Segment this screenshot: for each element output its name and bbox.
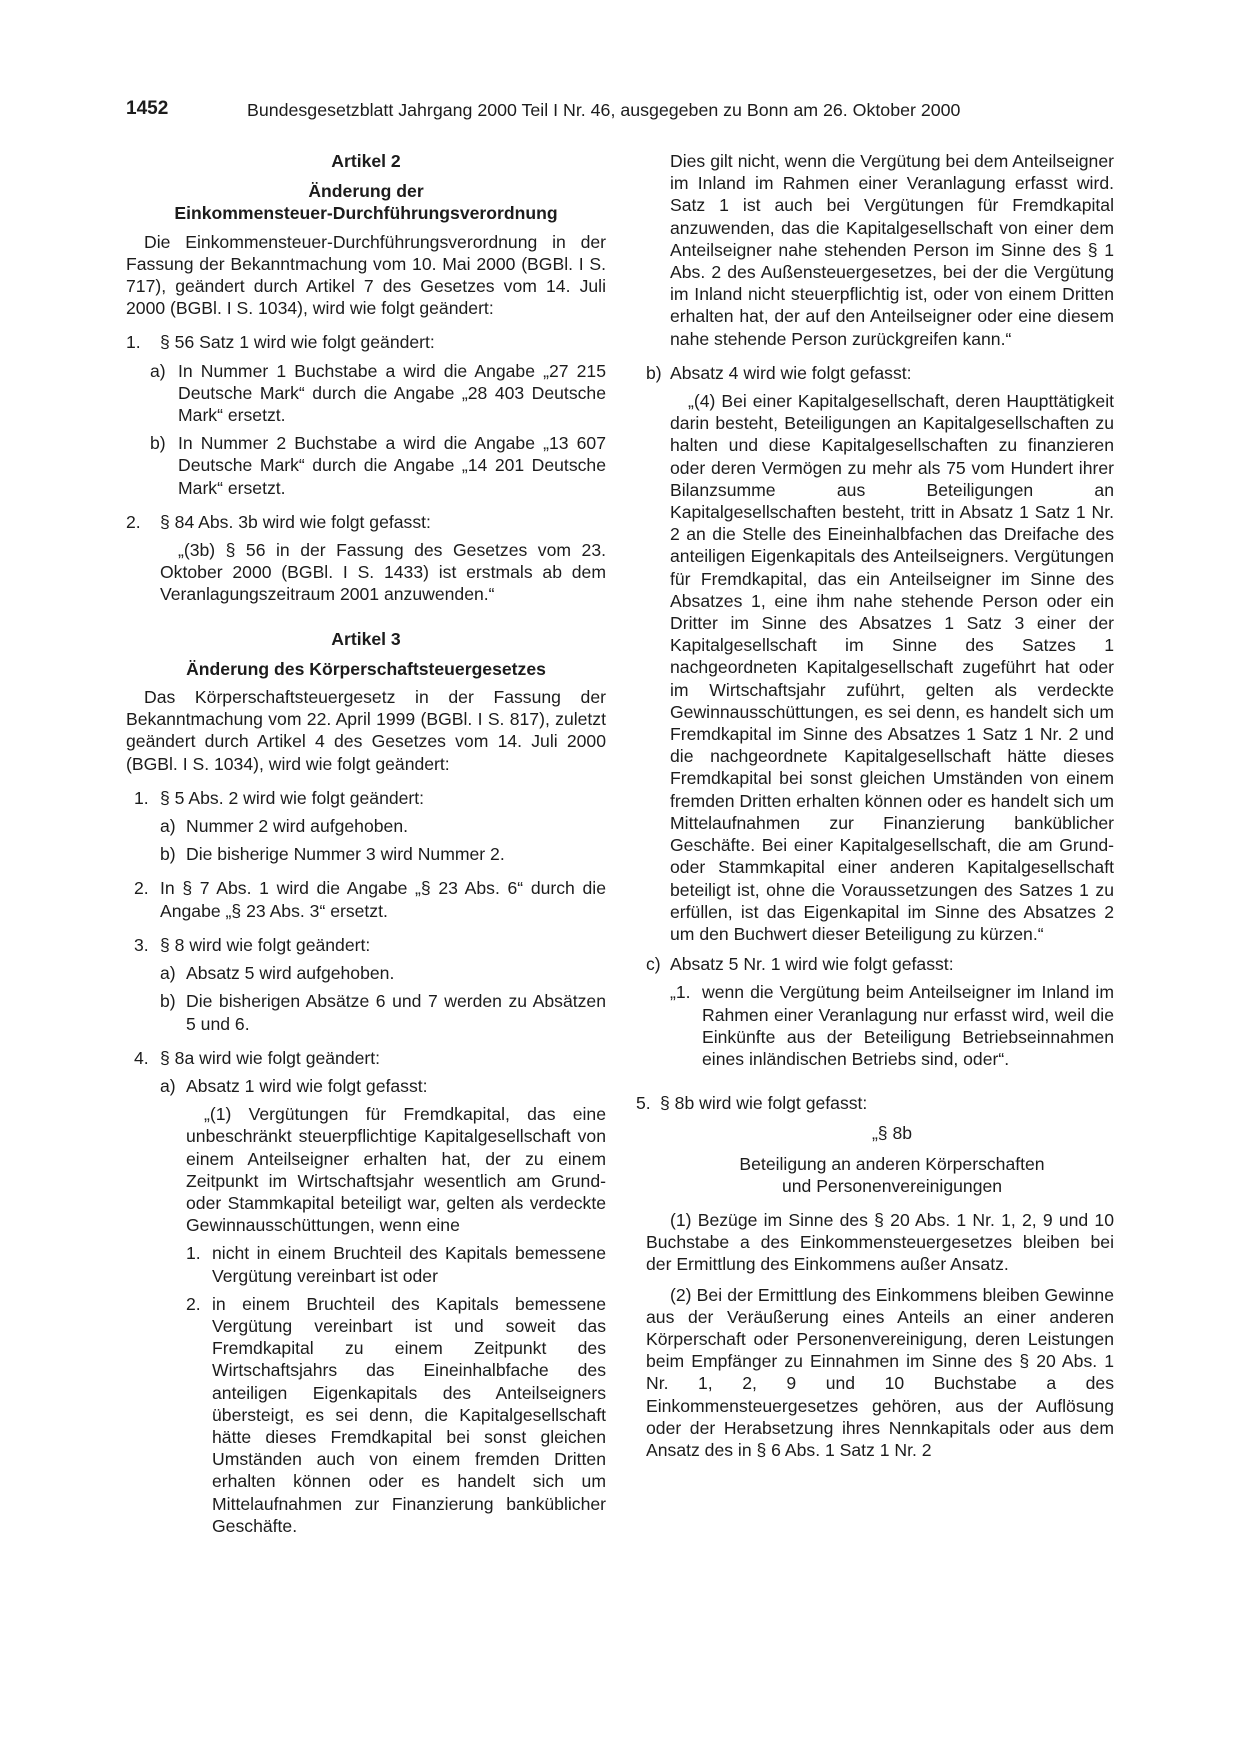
item-letter: c) (646, 954, 661, 975)
gazette-header: Bundesgesetzblatt Jahrgang 2000 Teil I Nr. 46, ausgegeben zu Bonn am 26. Oktober 2000 (247, 100, 961, 120)
left-column (126, 150, 606, 1537)
item-letter: b) (160, 991, 176, 1012)
item-text: Absatz 5 Nr. 1 wird wie folgt gefasst: (670, 954, 954, 975)
list-item (126, 360, 606, 427)
list-item (126, 843, 606, 865)
item-text: Nummer 2 wird aufgehoben. (186, 816, 408, 837)
list-item (646, 981, 1114, 1070)
list-item (126, 432, 606, 499)
article-2-heading-line1: Änderung der (308, 181, 424, 202)
paragraph-2: (2) Bei der Ermittlung des Einkommens bleiben Gewinne aus der Veräußerung eines Anteils an einer anderen Körperschaft oder Personenvereinigung, deren Leistungen beim Empfänger zu Einnahmen im Sinne des § 20 Abs. 1 Nr. 1, 2, 9 und 10 Buchstabe a des Einkommensteuergesetzes gehören, aus der Auflösung oder der Herabsetzung ihres Nennkapitals oder aus dem Ansatz des in § 6 Abs. 1 Satz 1 Nr. 2 (646, 1284, 1114, 1460)
list-item (636, 1092, 1114, 1114)
list-item (126, 815, 606, 837)
list-item (126, 1047, 606, 1069)
item-text: In § 7 Abs. 1 wird die Angabe „§ 23 Abs. 6“ durch die Angabe „§ 23 Abs. 3“ ersetzt. (160, 878, 606, 921)
list-item (126, 1242, 606, 1286)
item-number: 3. (134, 934, 149, 955)
page-number: 1452 (126, 98, 169, 119)
list-item (126, 1075, 606, 1097)
article-2-title: Artikel 2 (331, 151, 401, 171)
right-column (636, 150, 1115, 1461)
quoted-provision: „(3b) § 56 in der Fassung des Gesetzes vom 23. Oktober 2000 (BGBl. I S. 1433) ist erstmals ab dem Veranlagungszeitraum 2001 anzuwenden.“ (160, 540, 606, 605)
item-text: In Nummer 1 Buchstabe a wird die Angabe „27 215 Deutsche Mark“ durch die Angabe „28 403 Deutsche Mark“ ersetzt. (178, 360, 606, 426)
item-text: Absatz 4 wird wie folgt gefasst: (670, 362, 912, 383)
item-text: § 84 Abs. 3b wird wie folgt gefasst: (160, 511, 431, 532)
item-number: 1. (134, 787, 149, 808)
article-2-heading-line2: Einkommensteuer-Durchführungsverordnung (174, 203, 558, 224)
section-8b-heading-line1: Beteiligung an anderen Körperschaften (739, 1153, 1045, 1174)
list-item (126, 934, 606, 956)
item-letter: b) (646, 362, 662, 383)
list-item (646, 362, 1114, 384)
item-text: § 56 Satz 1 wird wie folgt geändert: (160, 332, 435, 353)
item-number: 5. (636, 1093, 651, 1114)
item-letter: a) (160, 1075, 176, 1096)
list-item (126, 990, 606, 1034)
item-number: „1. (670, 982, 691, 1003)
article-2-intro: Die Einkommensteuer-Durchführungsverordnung in der Fassung der Bekanntmachung vom 10. Mai 2000 (BGBl. I S. 717), geändert durch Artikel 7 des Gesetzes vom 14. Juli 2000 (BGBl. I S. 1034), wird wie folgt geändert: (126, 231, 606, 319)
item-text: § 8 wird wie folgt geändert: (160, 934, 371, 955)
list-item (126, 331, 606, 353)
continued-provision: Dies gilt nicht, wenn die Vergütung bei dem Anteilseigner im Inland im Rahmen einer Veranlagung erfasst wird. Satz 1 ist auch bei Vergütungen für Fremdkapital anzuwenden, das die Kapitalgesellschaft von einer dem Anteilseigner nahe stehenden Person im Sinne des § 1 Abs. 2 des Außensteuergesetzes, bei der die Vergütung im Inland nicht steuerpflichtig ist, oder von einem Dritten erhalten hat, der auf den Anteilseigner oder eine diesem nahe stehende Person zurückgreifen kann.“ (670, 151, 1114, 349)
item-text: Die bisherigen Absätze 6 und 7 werden zu Absätzen 5 und 6. (186, 991, 606, 1034)
paragraph-1: (1) Bezüge im Sinne des § 20 Abs. 1 Nr. 1, 2, 9 und 10 Buchstabe a des Einkommensteuergesetzes bleiben bei der Ermittlung des Einkommens außer Ansatz. (646, 1209, 1114, 1275)
item-letter: b) (150, 433, 166, 454)
item-number: 1. (126, 332, 141, 353)
article-3-intro: Das Körperschaftsteuergesetz in der Fassung der Bekanntmachung vom 22. April 1999 (BGBl. I S. 817), zuletzt geändert durch Artikel 4 des Gesetzes vom 14. Juli 2000 (BGBl. I S. 1034), wird wie folgt geändert: (126, 687, 606, 774)
section-8b-title: „§ 8b (871, 1123, 913, 1144)
item-letter: a) (160, 816, 176, 837)
list-item (126, 511, 606, 533)
item-text: wenn die Vergütung beim Anteilseigner im Inland im Rahmen einer Veranlagung nur erfasst wird, weil die Einkünfte aus der Beteiligung Betriebseinnahmen eines inländischen Betriebs sind, oder“. (702, 982, 1114, 1069)
item-number: 2. (186, 1293, 201, 1314)
item-number: 1. (186, 1243, 201, 1264)
article-3-title: Artikel 3 (331, 628, 401, 649)
item-text: Absatz 1 wird wie folgt gefasst: (186, 1075, 428, 1096)
section-8b-heading-line2: und Personenvereinigungen (781, 1175, 1003, 1196)
item-text: § 5 Abs. 2 wird wie folgt geändert: (160, 787, 425, 808)
item-text: in einem Bruchteil des Kapitals bemessene Vergütung vereinbart ist und soweit das Fremdkapital zu einem Zeitpunkt des Wirtschaftsjahrs das Eineinhalbfache des anteiligen Eigenkapitals des Anteilseigners übersteigt, es sei denn, die Kapitalgesellschaft hätte dieses Fremdkapital bei sonst gleichen Umständen auch von einem fremden Dritten erhalten können oder es handelt sich um Mittelaufnahmen zur Finanzierung banküblicher Geschäfte. (212, 1293, 606, 1536)
list-item (126, 962, 606, 984)
item-letter: a) (160, 963, 176, 984)
item-text: § 8a wird wie folgt geändert: (160, 1047, 381, 1068)
item-text: In Nummer 2 Buchstabe a wird die Angabe „13 607 Deutsche Mark“ durch die Angabe „14 201 Deutsche Mark“ ersetzt. (178, 433, 606, 498)
quoted-provision: „(4) Bei einer Kapitalgesellschaft, deren Haupttätigkeit darin besteht, Beteiligungen an Kapitalgesellschaften zu halten und diese Kapitalgesellschaften zu finanzieren oder deren Vermögen zu mehr als 75 vom Hundert ihrer Bilanzsumme aus Beteiligungen an Kapitalgesellschaften besteht, tritt in Absatz 1 Satz 1 Nr. 2 an die Stelle des Eineinhalbfachen das Dreifache des anteiligen Eigenkapitals des Anteilseigners. Vergütungen für Fremdkapital, das ein Anteilseigner im Sinne des Absatzes 1, eine ihm nahe stehende Person oder ein Dritter im Sinne des Absatzes 1 Satz 3 einer der Kapitalgesellschaft im Sinne des Satzes 1 nachgeordneten Kapitalgesellschaft zugeführt hat oder im Wirtschaftsjahr zuführt, gelten als verdeckte Gewinnausschüttungen, es sei denn, es handelt sich um Fremdkapital im Sinne des Absatzes 1 Satz 1 Nr. 2 und die nachgeordnete Kapitalgesellschaft hätte dieses Fremdkapital bei sonst gleichen Umständen von einem fremden Dritten erhalten können oder es handelt sich um Mittelaufnahmen zur Finanzierung banküblicher Geschäfte. Bei einer Kapitalgesellschaft, die am Grund- oder Stammkapital einer anderen Kapitalgesellschaft beteiligt ist, ohne die Voraussetzungen des Satzes 1 zu erfüllen, ist das Eigenkapital im Sinne des Absatzes 2 um den Buchwert dieser Beteiligung zu kürzen.“ (670, 391, 1115, 944)
item-letter: b) (160, 844, 176, 865)
quoted-provision: „(1) Vergütungen für Fremdkapital, das eine unbeschränkt steuerpflichtige Kapitalgesellschaft von einem Anteilseigner erhalten hat, der zu einem Zeitpunkt im Wirtschaftsjahr wesentlich am Grund- oder Stammkapital beteiligt war, gelten als verdeckte Gewinnausschüttungen, wenn eine (186, 1104, 606, 1236)
list-item (646, 953, 1114, 975)
item-number: 2. (126, 511, 141, 532)
item-text: Die bisherige Nummer 3 wird Nummer 2. (186, 844, 505, 865)
item-number: 4. (134, 1047, 149, 1068)
list-item (126, 877, 606, 921)
item-letter: a) (150, 360, 166, 381)
item-text: § 8b wird wie folgt gefasst: (660, 1093, 868, 1114)
item-text: nicht in einem Bruchteil des Kapitals bemessene Vergütung vereinbart ist oder (212, 1243, 606, 1286)
item-number: 2. (134, 878, 149, 899)
list-item (126, 1293, 606, 1537)
article-3-heading: Änderung des Körperschaftsteuergesetzes (186, 658, 546, 679)
list-item (126, 787, 606, 809)
item-text: Absatz 5 wird aufgehoben. (186, 963, 395, 984)
